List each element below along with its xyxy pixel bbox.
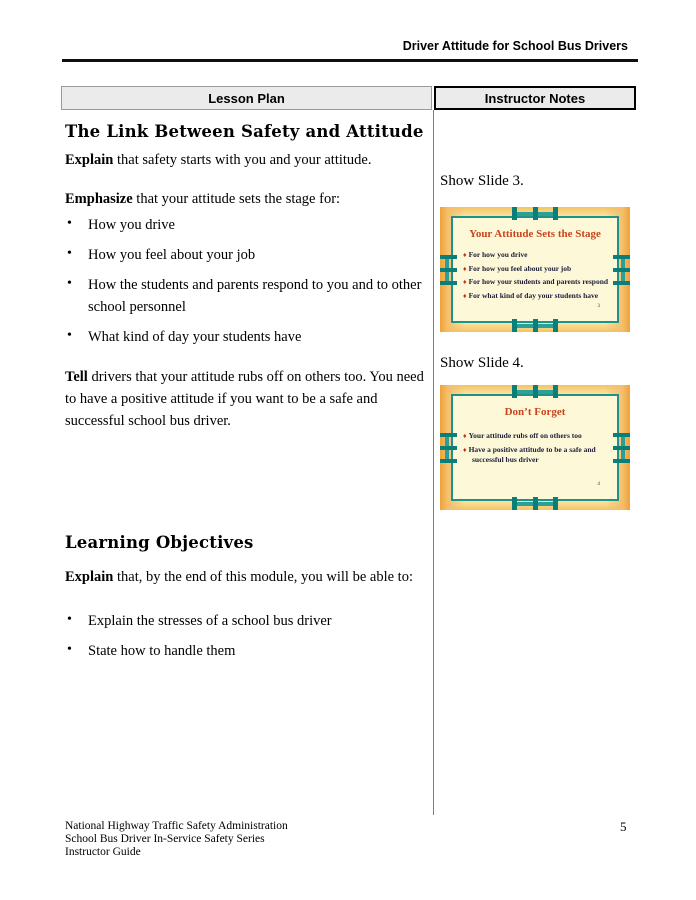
objectives-explain-paragraph: [65, 566, 437, 588]
show-slide-3-note: Show Slide 3.: [440, 173, 524, 189]
slide-bullet-text: For how you feel about your job: [468, 263, 572, 273]
header-rule: [62, 59, 638, 62]
list-item-text: How the students and parents respond to you and to other school personnel: [88, 277, 422, 315]
diamond-bullet-icon: ♦: [463, 251, 467, 259]
list-item: [65, 244, 437, 266]
section-heading-link-safety-attitude: The Link Between Safety and Attitude: [65, 122, 424, 141]
page-footer: [65, 820, 288, 859]
page-header-title: Driver Attitude for School Bus Drivers: [402, 39, 628, 53]
slide-frame: [451, 394, 619, 501]
teal-track-ornament-bottom: [512, 497, 558, 510]
list-item: [65, 640, 437, 662]
diamond-bullet-icon: ♦: [463, 278, 467, 286]
list-item-text: How you drive: [88, 217, 175, 233]
teal-track-ornament-right: [613, 255, 630, 285]
footer-line: National Highway Traffic Safety Administration: [65, 820, 288, 832]
emphasize-paragraph: [65, 188, 437, 210]
slide-3-thumbnail: [440, 207, 630, 332]
paragraph-text: that safety starts with you and your attitude.: [113, 152, 372, 168]
paragraph-text: that, by the end of this module, you will be able to:: [113, 569, 413, 585]
teal-track-ornament-left: [440, 255, 457, 285]
footer-line: Instructor Guide: [65, 846, 141, 858]
slide-title: Your Attitude Sets the Stage: [469, 228, 601, 240]
teal-track-ornament-top: [512, 385, 558, 398]
list-item-text: State how to handle them: [88, 643, 236, 659]
teal-track-ornament-right: [613, 433, 630, 463]
show-slide-4-note: Show Slide 4.: [440, 355, 524, 371]
diamond-bullet-icon: ♦: [463, 445, 467, 454]
list-item: [65, 326, 437, 348]
slide-bullet: [463, 291, 611, 302]
section-heading-learning-objectives: Learning Objectives: [65, 533, 254, 552]
teal-track-ornament-top: [512, 207, 558, 220]
slide-bullet: [463, 264, 611, 275]
list-item: [65, 214, 437, 236]
bullet-icon: •: [67, 276, 72, 291]
page-number: 5: [620, 819, 627, 834]
bullet-icon: •: [67, 246, 72, 261]
paragraph-text: drivers that your attitude rubs off on others too. You need to have a positive attitude if you want to be a safe and successful school bus driver.: [65, 369, 424, 429]
diamond-bullet-icon: ♦: [463, 291, 467, 300]
list-item-text: How you feel about your job: [88, 247, 256, 263]
slide-title: Don’t Forget: [504, 406, 566, 418]
teal-track-ornament-bottom: [512, 319, 558, 332]
list-item-text: What kind of day your students have: [88, 329, 302, 345]
slide-bullet-text: For what kind of day your students have: [468, 290, 599, 300]
explain-paragraph: [65, 149, 437, 171]
list-item-text: Explain the stresses of a school bus driver: [88, 613, 332, 629]
slide-bullet: [463, 277, 611, 288]
slide-bullet: [463, 445, 611, 465]
attitude-stage-bullet-list: [65, 214, 437, 356]
lead-word: Explain: [65, 569, 114, 585]
lesson-plan-column-header: Lesson Plan: [61, 86, 432, 110]
slide-bullet: [463, 431, 611, 442]
list-item: [65, 610, 437, 632]
slide-bullet: [463, 250, 611, 261]
slide-frame: [451, 216, 619, 323]
slide-bullet-text: Have a positive attitude to be a safe and successful bus driver: [468, 444, 596, 464]
lead-word: Emphasize: [65, 191, 133, 207]
slide-number: 3: [597, 303, 600, 309]
slide-number: 4: [597, 481, 600, 487]
slide-bullet-list: [453, 250, 617, 301]
slide-bullet-text: For how your students and parents respond: [468, 277, 609, 286]
slide-bullet-text: For how you drive: [468, 250, 528, 259]
paragraph-text: that your attitude sets the stage for:: [132, 191, 341, 207]
diamond-bullet-icon: ♦: [463, 264, 467, 273]
diamond-bullet-icon: ♦: [463, 432, 467, 440]
tell-paragraph: [65, 366, 437, 432]
bullet-icon: •: [67, 216, 72, 231]
objectives-bullet-list: [65, 610, 437, 670]
bullet-icon: •: [67, 328, 72, 343]
slide-4-thumbnail: [440, 385, 630, 510]
teal-track-ornament-left: [440, 433, 457, 463]
bullet-icon: •: [67, 642, 72, 657]
bullet-icon: •: [67, 612, 72, 627]
footer-line: School Bus Driver In-Service Safety Series: [65, 833, 265, 845]
lead-word: Explain: [65, 152, 114, 168]
lead-word: Tell: [65, 369, 88, 385]
instructor-notes-column-header: Instructor Notes: [434, 86, 636, 110]
slide-bullet-list: [453, 431, 617, 465]
list-item: [65, 274, 437, 318]
slide-bullet-text: Your attitude rubs off on others too: [468, 431, 582, 440]
